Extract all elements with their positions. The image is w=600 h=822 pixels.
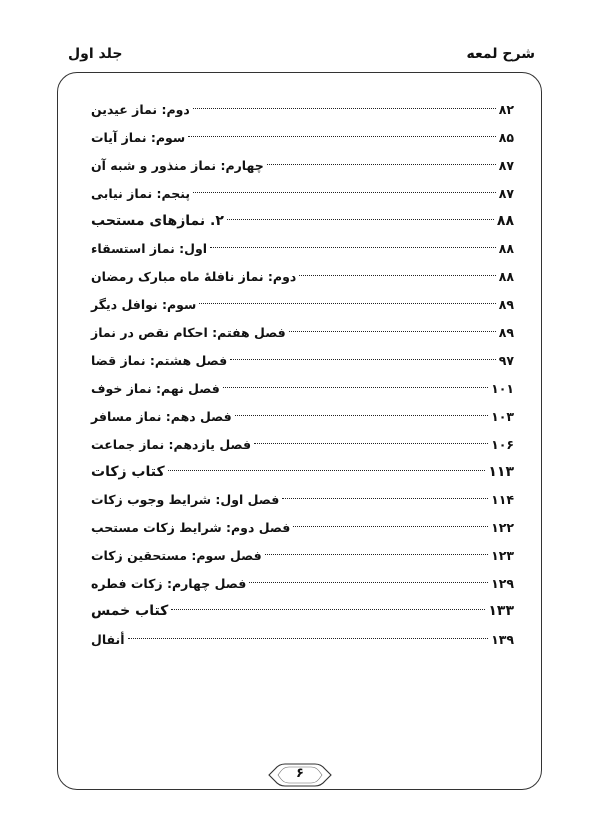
dot-leader xyxy=(293,526,488,527)
toc-entry-title: دوم: نماز نافلهٔ ماه مبارک رمضان xyxy=(91,269,297,285)
toc-entry-title: فصل اول: شرایط وجوب زکات xyxy=(91,492,280,508)
toc-entry-title: فصل دوم: شرایط زکات مستحب xyxy=(91,520,291,536)
dot-leader xyxy=(210,247,496,248)
toc-entry-page: ۱۰۳ xyxy=(491,408,514,424)
toc-entry-page: ۱۱۳ xyxy=(488,463,514,480)
toc-entry-page: ۸۸ xyxy=(498,269,514,285)
toc-entry-title: کتاب زکات xyxy=(91,463,165,480)
toc-entry-page: ۹۷ xyxy=(498,353,514,369)
toc-entry-title: فصل چهارم: زکات فطره xyxy=(91,576,247,592)
toc-entry-title: فصل یازدهم: نماز جماعت xyxy=(91,436,251,452)
dot-leader xyxy=(227,219,494,220)
toc-entry[interactable] xyxy=(91,208,514,236)
toc-entry-title: اول: نماز استسقاء xyxy=(91,241,208,257)
toc-entry-page: ۸۸ xyxy=(496,212,514,229)
toc-entry-title: فصل سوم: مستحقین زکات xyxy=(91,548,262,564)
dot-leader xyxy=(289,331,496,332)
book-title: شرح لمعه xyxy=(466,46,535,62)
toc-entry-page: ۱۳۹ xyxy=(491,631,514,647)
toc-entry[interactable] xyxy=(91,542,514,570)
toc-entry-title: ۲. نمازهای مستحب xyxy=(91,212,224,229)
toc-entry[interactable] xyxy=(91,431,514,459)
toc-entry-page: ۸۷ xyxy=(498,157,514,173)
volume-label: جلد اول xyxy=(68,46,123,62)
dot-leader xyxy=(254,443,488,444)
dot-leader xyxy=(171,609,485,610)
toc-entry[interactable] xyxy=(91,347,514,375)
toc-entry[interactable] xyxy=(91,124,514,152)
toc-entry[interactable] xyxy=(91,598,514,626)
toc-entry-page: ۱۲۹ xyxy=(491,576,514,592)
page-number: ۶ xyxy=(296,766,304,781)
toc-entry-title: أنفال xyxy=(91,631,125,647)
toc-entry-title: کتاب خمس xyxy=(91,603,169,620)
dot-leader xyxy=(249,582,488,583)
toc-entry-page: ۸۹ xyxy=(498,297,514,313)
dot-leader xyxy=(168,470,486,471)
toc-entry[interactable] xyxy=(91,626,514,654)
dot-leader xyxy=(265,554,488,555)
toc-entry-title: چهارم: نماز منذور و شبه آن xyxy=(91,157,264,173)
toc-entry[interactable] xyxy=(91,180,514,208)
dot-leader xyxy=(282,498,488,499)
dot-leader xyxy=(188,136,496,137)
table-of-contents xyxy=(91,96,514,654)
toc-entry[interactable] xyxy=(91,96,514,124)
toc-entry-page: ۸۵ xyxy=(498,129,514,145)
toc-entry[interactable] xyxy=(91,486,514,514)
toc-entry-title: فصل نهم: نماز خوف xyxy=(91,380,220,396)
toc-entry[interactable] xyxy=(91,263,514,291)
dot-leader xyxy=(193,192,496,193)
dot-leader xyxy=(299,275,495,276)
toc-entry-page: ۱۰۶ xyxy=(491,436,514,452)
toc-entry-title: فصل دهم: نماز مسافر xyxy=(91,408,232,424)
toc-entry[interactable] xyxy=(91,291,514,319)
dot-leader xyxy=(267,164,496,165)
toc-entry[interactable] xyxy=(91,459,514,487)
dot-leader xyxy=(223,387,488,388)
toc-entry-page: ۸۲ xyxy=(498,102,514,117)
dot-leader xyxy=(193,108,496,109)
dot-leader xyxy=(199,303,495,304)
toc-entry-title: فصل هفتم: احکام نقص در نماز xyxy=(91,325,286,341)
dot-leader xyxy=(128,638,489,639)
toc-entry-title: سوم: نماز آیات xyxy=(91,129,186,145)
toc-entry[interactable] xyxy=(91,152,514,180)
toc-entry[interactable] xyxy=(91,319,514,347)
toc-entry[interactable] xyxy=(91,235,514,263)
toc-entry[interactable] xyxy=(91,403,514,431)
toc-entry-page: ۱۱۴ xyxy=(491,492,514,508)
toc-entry[interactable] xyxy=(91,570,514,598)
toc-entry-page: ۸۷ xyxy=(498,185,514,201)
toc-entry-page: ۱۰۱ xyxy=(491,380,514,396)
toc-entry[interactable] xyxy=(91,514,514,542)
dot-leader xyxy=(230,359,496,360)
toc-entry-title: فصل هشتم: نماز قضا xyxy=(91,353,228,369)
toc-entry-page: ۱۲۳ xyxy=(491,548,514,564)
page-number-badge xyxy=(265,760,335,790)
toc-entry-title: دوم: نماز عیدین xyxy=(91,102,190,117)
toc-entry-title: سوم: نوافل دیگر xyxy=(91,297,197,313)
toc-entry-page: ۱۳۳ xyxy=(488,603,514,620)
toc-entry-page: ۸۸ xyxy=(498,241,514,257)
toc-entry-page: ۸۹ xyxy=(498,325,514,341)
toc-entry-page: ۱۲۲ xyxy=(491,520,514,536)
toc-entry[interactable] xyxy=(91,375,514,403)
dot-leader xyxy=(235,415,488,416)
toc-entry-title: پنجم: نماز نیابی xyxy=(91,185,191,201)
